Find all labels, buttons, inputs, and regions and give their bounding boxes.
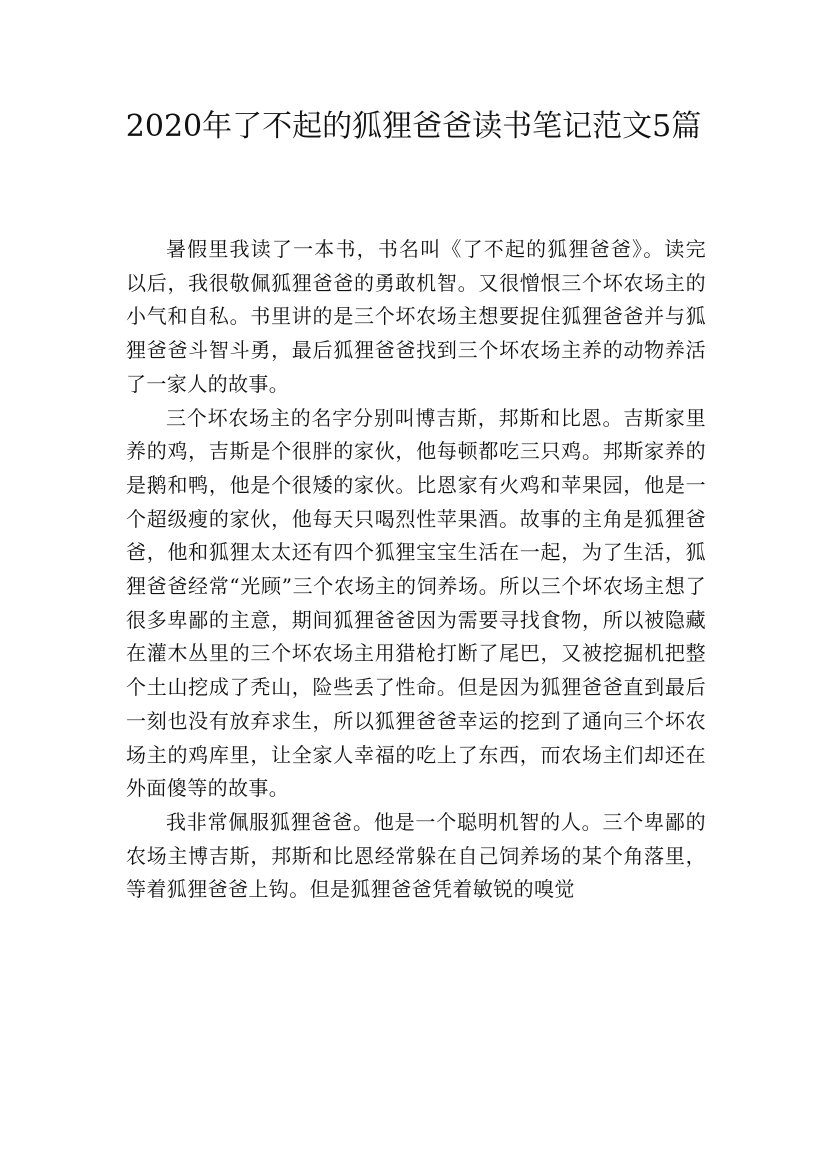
paragraph-1: 暑假里我读了一本书，书名叫《了不起的狐狸爸爸》。读完以后，我很敬佩狐狸爸爸的勇敢机智。又很憎恨三个坏农场主的小气和自私。书里讲的是三个坏农场主想要捉住狐狸爸爸并与狐狸爸爸斗智斗勇，最后狐狸爸爸找到三个坏农场主养的动物养活了一家人的故事。 — [126, 237, 706, 396]
document-body — [126, 233, 706, 907]
paragraph-2: 三个坏农场主的名字分别叫博吉斯，邦斯和比恩。吉斯家里养的鸡，吉斯是个很胖的家伙，他每顿都吃三只鸡。邦斯家养的是鹅和鸭，他是个很矮的家伙。比恩家有火鸡和苹果园，他是一个超级瘦的家伙，他每天只喝烈性苹果酒。故事的主角是狐狸爸爸，他和狐狸太太还有四个狐狸宝宝生活在一起，为了生活，狐狸爸爸经常“光顾”三个农场主的饲养场。所以三个坏农场主想了很多卑鄙的主意，期间狐狸爸爸因为需要寻找食物，所以被隐藏在灌木丛里的三个坏农场主用猎枪打断了尾巴，又被挖掘机把整个土山挖成了秃山，险些丢了性命。但是因为狐狸爸爸直到最后一刻也没有放弃求生，所以狐狸爸爸幸运的挖到了通向三个坏农场主的鸡库里，让全家人幸福的吃上了东西，而农场主们却还在外面傻等的故事。 — [126, 405, 706, 801]
paragraph-3: 我非常佩服狐狸爸爸。他是一个聪明机智的人。三个卑鄙的农场主博吉斯，邦斯和比恩经常躲在自己饲养场的某个角落里，等着狐狸爸爸上钩。但是狐狸爸爸凭着敏锐的嗅觉 — [126, 809, 706, 902]
document-title: 2020年了不起的狐狸爸爸读书笔记范文5篇 — [125, 109, 702, 144]
